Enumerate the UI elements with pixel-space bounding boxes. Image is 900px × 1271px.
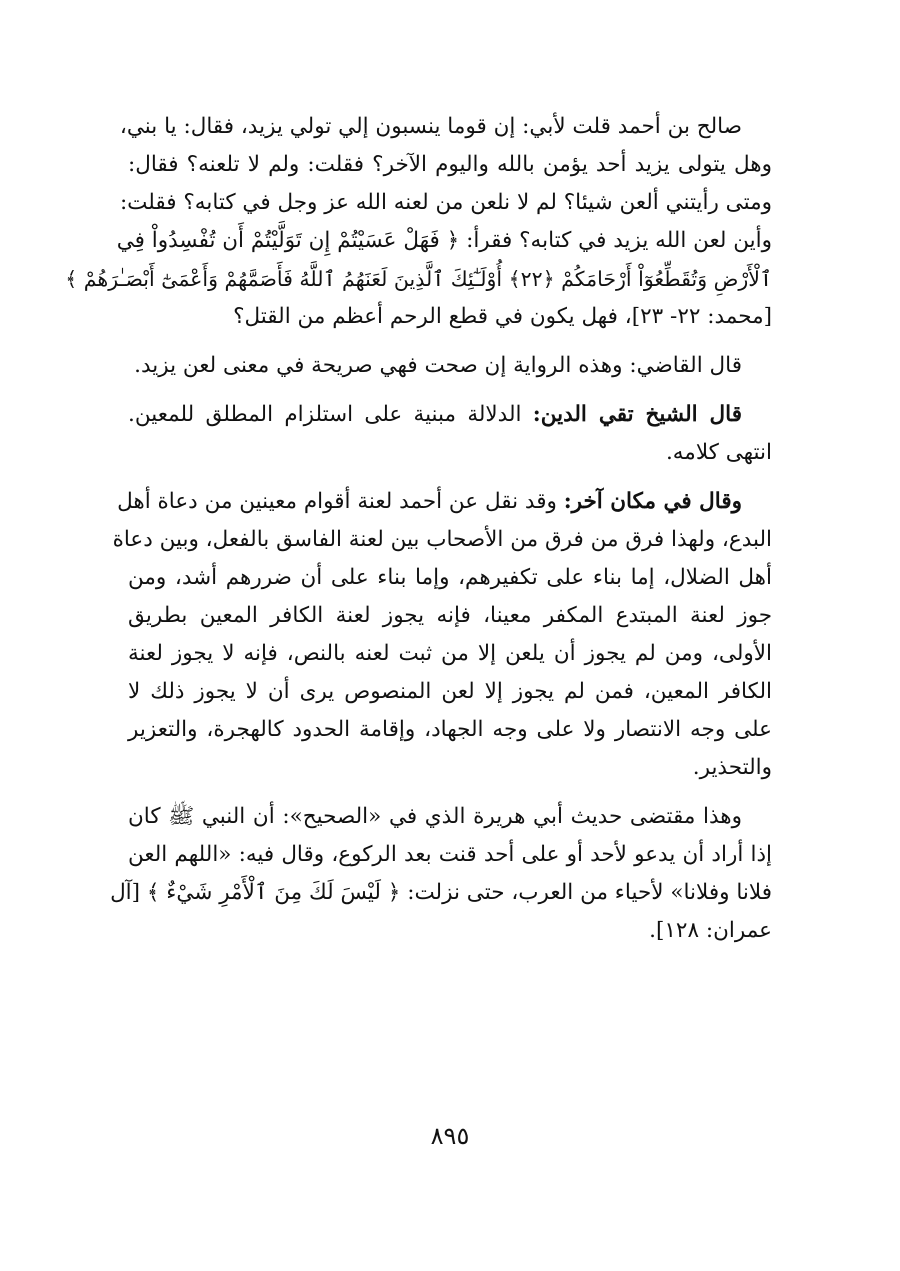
text-line: ومتى رأيتني ألعن شيئا؟ لم لا نلعن من لعنه الله عز وجل في كتابه؟ فقلت: [119,190,772,215]
text-run: الدلالة مبنية على استلزام المطلق للمعين. [128,402,533,427]
speaker-lead: قال الشيخ تقي الدين: [532,402,742,427]
text-run: وقد نقل عن أحمد لعنة أقوام معينين من دعاة أهل [117,489,564,514]
text-line: الأولى، ومن لم يجوز أن يلعن إلا من ثبت لعنه بالنص، فإنه لا يجوز لعنة [128,641,772,666]
text-line: صالح بن أحمد قلت لأبي: إن قوما ينسبون إلي تولي يزيد، فقال: يا بني، [119,114,742,139]
paragraph-shaykh-taqi-al-din [128,396,772,472]
paragraph-saleh-narration [65,108,772,336]
text-line: وأين لعن الله يزيد في كتابه؟ فقرأ: ﴿ فَهَلْ عَسَيْتُمْ إِن تَوَلَّيْتُمْ أَن تُفْسِدُواْ فِي [116,228,772,253]
text-line: وهذا مقتضى حديث أبي هريرة الذي في «الصحيح»: أن النبي ﷺ كان [128,804,742,829]
text-line: فلانا وفلانا» لأحياء من العرب، حتى نزلت: ﴿ لَيْسَ لَكَ مِنَ ٱلْأَمْرِ شَيْءٌ ﴾ [آل [110,880,772,905]
text-line [117,483,772,521]
text-line [128,396,772,434]
text-line: الكافر المعين، فمن لم يجوز إلا لعن المنصوص يرى أن لا يجوز ذلك لا [128,679,772,704]
quran-verse-line: ٱلْأَرْضِ وَتُقَطِّعُوٓاْ أَرْحَامَكُمْ ﴿٢٢﴾ أُوْلَـٰٓئِكَ ٱلَّذِينَ لَعَنَهُمُ ٱللَّهُ فَأَصَمَّهُمْ وَأَعْمَىٰٓ أَبْصَـٰرَهُمْ ﴾ [65,267,772,291]
text-line: وهل يتولى يزيد أحد يؤمن بالله واليوم الآخر؟ فقلت: ولم لا تلعنه؟ فقال: [128,152,772,177]
text-line: إذا أراد أن يدعو لأحد أو على أحد قنت بعد الركوع، وقال فيه: «اللهم العن [128,842,772,867]
page-body [65,108,772,950]
text-line: [محمد: ٢٢- ٢٣]، فهل يكون في قطع الرحم أعظم من القتل؟ [233,304,772,329]
page-number: ٨٩٥ [430,1122,470,1150]
text-line: عمران: ١٢٨]. [649,918,772,943]
text-line: انتهى كلامه. [665,440,772,465]
text-line: والتحذير. [692,755,772,780]
text-line: جوز لعنة المبتدع المكفر معينا، فإنه يجوز لعنة الكافر المعين بطريق [128,603,772,628]
text-line: على وجه الانتصار ولا على وجه الجهاد، وإقامة الحدود كالهجرة، والتعزير [128,717,772,742]
paragraph-another-place [112,483,772,787]
paragraph-qadi-comment [128,347,772,385]
speaker-lead: وقال في مكان آخر: [563,489,742,514]
text-line: البدع، ولهذا فرق من فرق من الأصحاب بين لعنة الفاسق بالفعل، وبين دعاة [112,527,772,552]
text-line: قال القاضي: وهذه الرواية إن صحت فهي صريحة في معنى لعن يزيد. [134,353,742,378]
text-line: أهل الضلال، إما بناء على تكفيرهم، وإما بناء على أن ضررهم أشد، ومن [128,565,772,590]
paragraph-abu-hurayra-hadith [110,798,772,950]
